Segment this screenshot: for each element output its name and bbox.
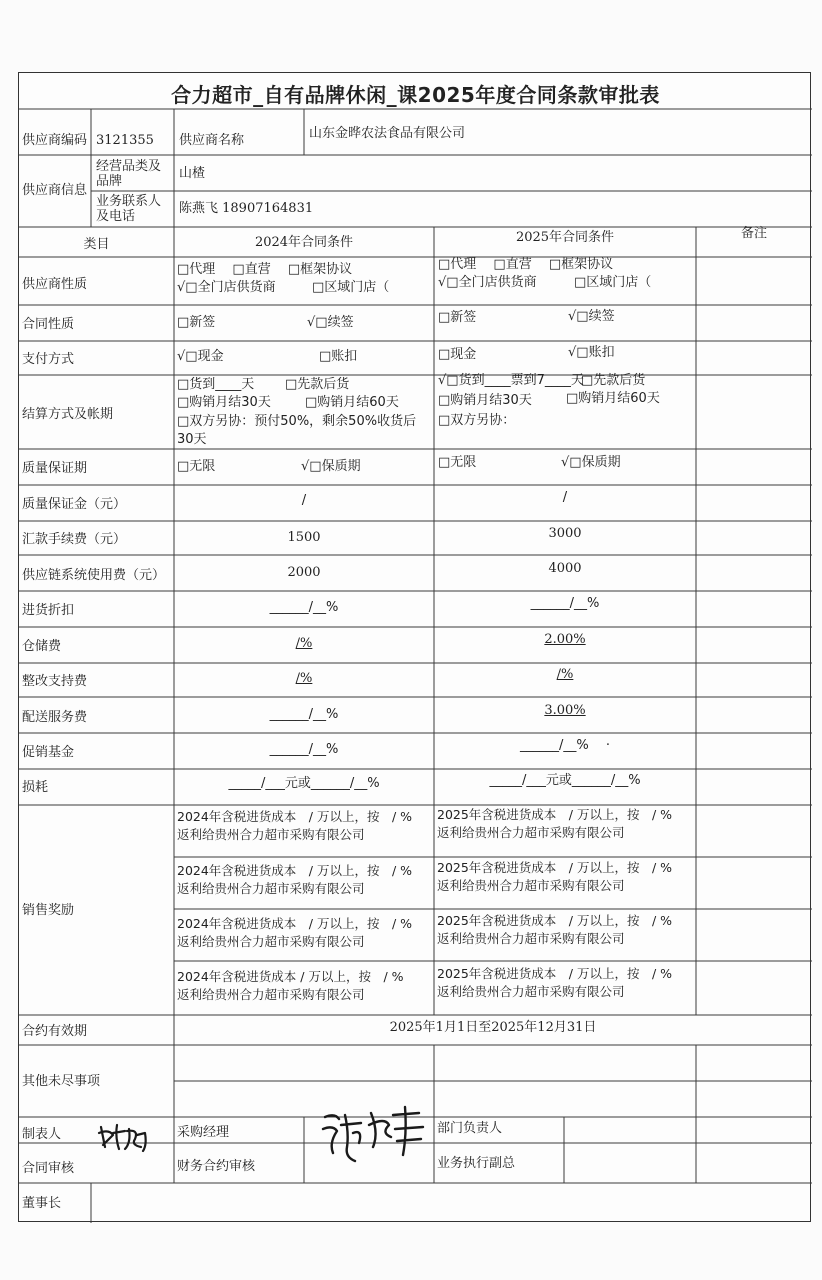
storage-label: 仓储费 [22, 639, 62, 654]
storage-2025: 2.00% [544, 632, 586, 647]
nature-2024-line1: □代理 □直营 □框架协议 [177, 262, 353, 277]
bonus-2025-3-line2: 返利给贵州合力超市采购有限公司 [437, 931, 625, 946]
scm-fee-2025: 4000 [548, 561, 582, 576]
nature-label: 供应商性质 [22, 277, 88, 292]
settlement-2025-d: □购销月结60天 [566, 391, 660, 406]
settlement-2025-a: √□货到____票到7____天 [438, 373, 584, 388]
settlement-2024-c: □购销月结30天 [177, 395, 271, 410]
quality-2024-none: □无限 [177, 459, 216, 474]
nature-2025-full-store: √□全门店供货商 [438, 275, 537, 290]
header-remark: 备注 [740, 226, 767, 241]
bonus-2024-2-line1: 2024年含税进货成本 / 万以上，按 / % [177, 863, 413, 878]
bonus-2025-1-line2: 返利给贵州合力超市采购有限公司 [437, 825, 625, 840]
quality-2024-shelf: √□保质期 [301, 459, 361, 474]
payment-2025-cash: □现金 [438, 347, 477, 362]
deposit-2025: / [562, 490, 568, 505]
discount-label: 进货折扣 [22, 603, 75, 618]
rectify-2025: /% [556, 667, 574, 682]
header-2025: 2025年合同条件 [515, 230, 615, 245]
promo-2024: ______/__% [269, 742, 339, 757]
delivery-label: 配送服务费 [22, 710, 88, 725]
contract-2025-new: □新签 [438, 310, 477, 325]
bonus-2024-4-line2: 返利给贵州合力超市采购有限公司 [177, 987, 365, 1002]
finance-review-label: 财务合约审核 [177, 1159, 256, 1174]
loss-2025: _____/___元或______/__% [489, 773, 641, 788]
supplier-code-label: 供应商编码 [22, 133, 88, 148]
quality-2025-none: □无限 [438, 455, 477, 470]
chairman-label: 董事长 [22, 1196, 62, 1211]
settlement-2024-e: □双方另协：预付50%，剩余50%收货后30天 [177, 414, 417, 447]
scm-fee-label: 供应链系统使用费（元） [22, 568, 166, 583]
bonus-2024-3-line2: 返利给贵州合力超市采购有限公司 [177, 934, 365, 949]
nature-2025-region: □区域门店（ [574, 275, 652, 290]
nature-2024-region: □区域门店（ [312, 280, 390, 295]
validity-value: 2025年1月1日至2025年12月31日 [389, 1020, 597, 1035]
promo-2025: ______/__% · [520, 738, 610, 753]
remit-fee-label: 汇款手续费（元） [22, 532, 127, 547]
storage-2024: /% [295, 636, 313, 651]
purchase-manager-signature [319, 1103, 429, 1169]
remit-fee-2024: 1500 [287, 530, 321, 545]
dept-head-label: 部门负责人 [437, 1121, 503, 1136]
settlement-2024-b: □先款后货 [285, 377, 350, 392]
quality-2025-shelf: √□保质期 [561, 455, 621, 470]
promo-label: 促销基金 [22, 745, 75, 760]
bonus-2024-2-line2: 返利给贵州合力超市采购有限公司 [177, 881, 365, 896]
scm-fee-2024: 2000 [287, 565, 321, 580]
header-category: 类目 [83, 237, 110, 252]
approval-form [18, 72, 811, 1222]
discount-2025: ______/__% [530, 596, 600, 611]
settlement-label: 结算方式及帐期 [22, 407, 114, 422]
rectify-2024: /% [295, 671, 313, 686]
deposit-label: 质量保证金（元） [22, 497, 127, 512]
contact-value: 陈燕飞 18907164831 [179, 201, 314, 216]
header-2024: 2024年合同条件 [254, 235, 354, 250]
loss-label: 损耗 [22, 780, 49, 795]
settlement-2024-a: □货到____天 [177, 377, 255, 392]
supplier-name-label: 供应商名称 [179, 133, 245, 148]
settlement-2024-d: □购销月结60天 [305, 395, 399, 410]
contact-label: 业务联系人及电话 [96, 194, 162, 224]
delivery-2024: ______/__% [269, 707, 339, 722]
deposit-2024: / [301, 493, 307, 508]
review-label: 合同审核 [22, 1161, 75, 1176]
supplier-info-label: 供应商信息 [22, 183, 88, 198]
payment-label: 支付方式 [22, 352, 75, 367]
delivery-2025: 3.00% [544, 703, 586, 718]
supplier-name-value: 山东金晔农法食品有限公司 [309, 126, 466, 141]
others-label: 其他未尽事项 [22, 1074, 101, 1089]
category-label: 经营品类及品牌 [96, 159, 162, 189]
contract-2025-renew: √□续签 [568, 309, 615, 324]
category-value: 山楂 [179, 166, 206, 181]
bonus-2025-4-line1: 2025年含税进货成本 / 万以上，按 / % [437, 966, 673, 981]
maker-signature [95, 1117, 155, 1157]
bonus-2025-2-line1: 2025年含税进货成本 / 万以上，按 / % [437, 860, 673, 875]
exec-vp-label: 业务执行副总 [437, 1156, 516, 1171]
rectify-label: 整改支持费 [22, 674, 88, 689]
bonus-2024-1-line2: 返利给贵州合力超市采购有限公司 [177, 827, 365, 842]
nature-2025-line1: □代理 □直营 □框架协议 [438, 257, 614, 272]
payment-2025-credit: √□账扣 [568, 345, 615, 360]
settlement-2025-c: □购销月结30天 [438, 393, 532, 408]
contract-2024-new: □新签 [177, 315, 216, 330]
form-title: 合力超市_自有品牌休闲_课2025年度合同条款审批表 [171, 83, 660, 107]
bonus-2025-4-line2: 返利给贵州合力超市采购有限公司 [437, 984, 625, 999]
discount-2024: ______/__% [269, 600, 339, 615]
contract-label: 合同性质 [22, 317, 75, 332]
validity-label: 合约有效期 [22, 1024, 88, 1039]
settlement-2025-e: □双方另协： [438, 413, 516, 428]
bonus-2025-1-line1: 2025年含税进货成本 / 万以上，按 / % [437, 807, 673, 822]
nature-2024-full-store: √□全门店供货商 [177, 280, 276, 295]
quality-period-label: 质量保证期 [22, 461, 88, 476]
bonus-label: 销售奖励 [22, 903, 75, 918]
maker-label: 制表人 [22, 1127, 62, 1142]
bonus-2024-3-line1: 2024年含税进货成本 / 万以上，按 / % [177, 916, 413, 931]
contract-2024-renew: √□续签 [307, 315, 354, 330]
purchase-manager-label: 采购经理 [177, 1125, 230, 1140]
bonus-2024-4-line1: 2024年含税进货成本 / 万以上，按 / % [177, 969, 404, 984]
payment-2024-credit: □账扣 [319, 349, 358, 364]
payment-2024-cash: √□现金 [177, 349, 224, 364]
remit-fee-2025: 3000 [548, 526, 582, 541]
bonus-2025-3-line1: 2025年含税进货成本 / 万以上，按 / % [437, 913, 673, 928]
bonus-2025-2-line2: 返利给贵州合力超市采购有限公司 [437, 878, 625, 893]
bonus-2024-1-line1: 2024年含税进货成本 / 万以上，按 / % [177, 809, 413, 824]
settlement-2025-b: □先款后货 [581, 373, 646, 388]
supplier-code-value: 3121355 [96, 133, 154, 148]
loss-2024: _____/___元或______/__% [228, 776, 380, 791]
